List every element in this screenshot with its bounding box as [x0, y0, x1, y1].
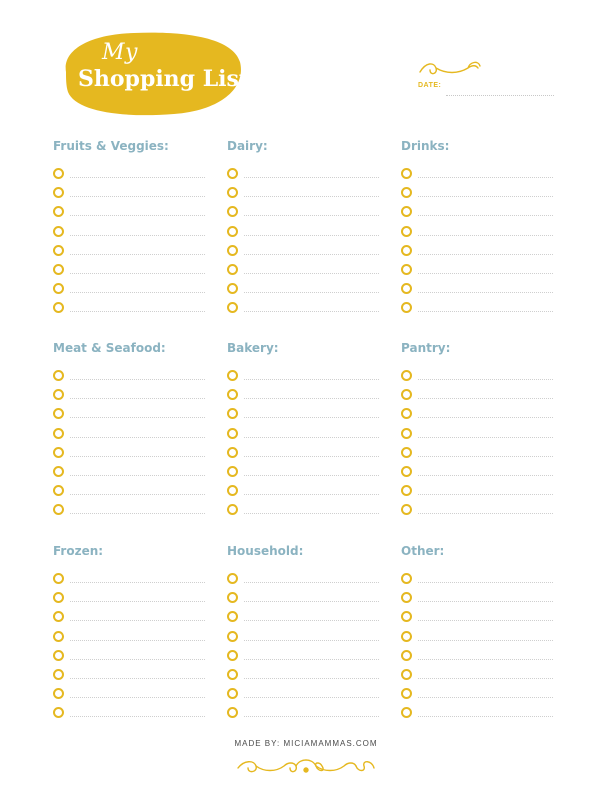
- checkbox-circle-icon[interactable]: [53, 688, 64, 699]
- list-item: [53, 202, 205, 221]
- item-entry-line[interactable]: [418, 659, 553, 660]
- item-entry-line[interactable]: [418, 379, 553, 380]
- section-title: Drinks:: [401, 139, 450, 153]
- list-item: [227, 366, 379, 385]
- list-item: [227, 298, 379, 317]
- list-item: [53, 627, 205, 646]
- item-entry-line[interactable]: [418, 475, 553, 476]
- item-entry-line[interactable]: [70, 273, 205, 274]
- list-item: [53, 462, 205, 481]
- list-item: [227, 627, 379, 646]
- item-entry-line[interactable]: [244, 379, 379, 380]
- checkbox-circle-icon[interactable]: [401, 669, 412, 680]
- list-item: [53, 241, 205, 260]
- item-entry-line[interactable]: [418, 716, 553, 717]
- checkbox-circle-icon[interactable]: [227, 707, 238, 718]
- list-item: [53, 646, 205, 665]
- item-entry-line[interactable]: [70, 659, 205, 660]
- item-entry-line[interactable]: [70, 716, 205, 717]
- list-item: [53, 222, 205, 241]
- list-item: [53, 404, 205, 423]
- checkbox-circle-icon[interactable]: [53, 264, 64, 275]
- item-entry-line[interactable]: [418, 582, 553, 583]
- checkbox-circle-icon[interactable]: [227, 447, 238, 458]
- item-entry-line[interactable]: [70, 620, 205, 621]
- item-entry-line[interactable]: [70, 678, 205, 679]
- checkbox-circle-icon[interactable]: [227, 611, 238, 622]
- list-item: [401, 684, 553, 703]
- checkbox-circle-icon[interactable]: [227, 168, 238, 179]
- list-item: [53, 366, 205, 385]
- list-item: [227, 385, 379, 404]
- list-item: [227, 684, 379, 703]
- list-item: [401, 462, 553, 481]
- list-item: [401, 298, 553, 317]
- section-title: Pantry:: [401, 341, 451, 355]
- flourish-icon: [418, 58, 482, 80]
- list-item: [53, 164, 205, 183]
- item-entry-line[interactable]: [70, 640, 205, 641]
- item-entry-line[interactable]: [70, 311, 205, 312]
- list-item: [53, 424, 205, 443]
- checkbox-circle-icon[interactable]: [53, 226, 64, 237]
- item-entry-line[interactable]: [244, 177, 379, 178]
- section-drinks: [401, 138, 553, 318]
- section-title: Meat & Seafood:: [53, 341, 166, 355]
- checkbox-circle-icon[interactable]: [227, 688, 238, 699]
- checkbox-circle-icon[interactable]: [227, 206, 238, 217]
- list-item: [227, 279, 379, 298]
- checkbox-circle-icon[interactable]: [227, 370, 238, 381]
- list-item: [53, 607, 205, 626]
- item-entry-line[interactable]: [70, 254, 205, 255]
- list-item: [227, 500, 379, 519]
- checkbox-circle-icon[interactable]: [227, 389, 238, 400]
- list-item: [401, 279, 553, 298]
- section-title: Fruits & Veggies:: [53, 139, 169, 153]
- footer-flourish-icon: [234, 754, 378, 780]
- checkbox-circle-icon[interactable]: [53, 389, 64, 400]
- list-item: [227, 646, 379, 665]
- item-entry-line[interactable]: [70, 196, 205, 197]
- checkbox-circle-icon[interactable]: [227, 428, 238, 439]
- item-entry-line[interactable]: [418, 697, 553, 698]
- list-item: [401, 404, 553, 423]
- list-item: [53, 703, 205, 722]
- checkbox-circle-icon[interactable]: [401, 168, 412, 179]
- list-item: [227, 481, 379, 500]
- checkbox-circle-icon[interactable]: [227, 187, 238, 198]
- item-entry-line[interactable]: [70, 697, 205, 698]
- item-entry-line[interactable]: [244, 716, 379, 717]
- checkbox-circle-icon[interactable]: [401, 264, 412, 275]
- checkbox-circle-icon[interactable]: [53, 206, 64, 217]
- section-fruits-veggies: [53, 138, 205, 318]
- item-entry-line[interactable]: [244, 254, 379, 255]
- date-field[interactable]: [446, 95, 554, 96]
- checkbox-circle-icon[interactable]: [53, 504, 64, 515]
- item-entry-line[interactable]: [418, 273, 553, 274]
- item-entry-line[interactable]: [244, 494, 379, 495]
- item-entry-line[interactable]: [418, 601, 553, 602]
- list-item: [227, 665, 379, 684]
- checkbox-circle-icon[interactable]: [227, 631, 238, 642]
- checkbox-circle-icon[interactable]: [227, 573, 238, 584]
- list-item: [53, 183, 205, 202]
- item-entry-line[interactable]: [244, 292, 379, 293]
- list-item: [227, 241, 379, 260]
- checkbox-circle-icon[interactable]: [53, 245, 64, 256]
- item-entry-line[interactable]: [418, 456, 553, 457]
- checkbox-circle-icon[interactable]: [227, 408, 238, 419]
- list-item: [401, 385, 553, 404]
- checkbox-circle-icon[interactable]: [401, 187, 412, 198]
- item-entry-line[interactable]: [244, 311, 379, 312]
- checkbox-circle-icon[interactable]: [227, 485, 238, 496]
- item-entry-line[interactable]: [418, 678, 553, 679]
- checkbox-circle-icon[interactable]: [53, 650, 64, 661]
- checkbox-circle-icon[interactable]: [53, 168, 64, 179]
- list-item: [53, 443, 205, 462]
- section-bakery: [227, 340, 379, 520]
- item-entry-line[interactable]: [418, 215, 553, 216]
- list-item: [401, 627, 553, 646]
- item-entry-line[interactable]: [70, 494, 205, 495]
- item-entry-line[interactable]: [70, 437, 205, 438]
- checkbox-circle-icon[interactable]: [53, 466, 64, 477]
- list-item: [401, 607, 553, 626]
- checkbox-circle-icon[interactable]: [53, 428, 64, 439]
- item-entry-line[interactable]: [418, 640, 553, 641]
- checkbox-circle-icon[interactable]: [53, 447, 64, 458]
- list-item: [53, 569, 205, 588]
- checkbox-circle-icon[interactable]: [401, 707, 412, 718]
- item-entry-line[interactable]: [418, 292, 553, 293]
- item-entry-line[interactable]: [70, 398, 205, 399]
- list-item: [227, 164, 379, 183]
- item-entry-line[interactable]: [244, 678, 379, 679]
- item-entry-line[interactable]: [244, 398, 379, 399]
- list-item: [401, 500, 553, 519]
- list-item: [401, 646, 553, 665]
- item-entry-line[interactable]: [418, 311, 553, 312]
- item-entry-line[interactable]: [244, 513, 379, 514]
- item-entry-line[interactable]: [244, 196, 379, 197]
- list-item: [53, 500, 205, 519]
- item-entry-line[interactable]: [418, 398, 553, 399]
- section-title: Household:: [227, 544, 304, 558]
- item-entry-line[interactable]: [244, 601, 379, 602]
- list-item: [227, 183, 379, 202]
- checkbox-circle-icon[interactable]: [227, 283, 238, 294]
- list-item: [227, 607, 379, 626]
- checkbox-circle-icon[interactable]: [401, 611, 412, 622]
- list-item: [401, 366, 553, 385]
- item-entry-line[interactable]: [70, 235, 205, 236]
- checkbox-circle-icon[interactable]: [227, 592, 238, 603]
- item-entry-line[interactable]: [418, 417, 553, 418]
- checkbox-circle-icon[interactable]: [53, 611, 64, 622]
- section-pantry: [401, 340, 553, 520]
- checkbox-circle-icon[interactable]: [227, 466, 238, 477]
- checkbox-circle-icon[interactable]: [401, 370, 412, 381]
- checkbox-circle-icon[interactable]: [401, 283, 412, 294]
- section-title: Bakery:: [227, 341, 279, 355]
- section-meat-seafood: [53, 340, 205, 520]
- list-item: [227, 703, 379, 722]
- checkbox-circle-icon[interactable]: [401, 466, 412, 477]
- item-entry-line[interactable]: [244, 456, 379, 457]
- item-entry-line[interactable]: [70, 417, 205, 418]
- checkbox-circle-icon[interactable]: [401, 408, 412, 419]
- item-entry-line[interactable]: [418, 177, 553, 178]
- section-dairy: [227, 138, 379, 318]
- item-entry-line[interactable]: [70, 601, 205, 602]
- item-entry-line[interactable]: [70, 215, 205, 216]
- list-item: [227, 462, 379, 481]
- checkbox-circle-icon[interactable]: [227, 669, 238, 680]
- item-entry-line[interactable]: [418, 513, 553, 514]
- list-item: [53, 588, 205, 607]
- item-entry-line[interactable]: [418, 437, 553, 438]
- checkbox-circle-icon[interactable]: [227, 226, 238, 237]
- item-entry-line[interactable]: [418, 235, 553, 236]
- item-entry-line[interactable]: [244, 475, 379, 476]
- checkbox-circle-icon[interactable]: [401, 302, 412, 313]
- item-entry-line[interactable]: [244, 620, 379, 621]
- item-entry-line[interactable]: [70, 379, 205, 380]
- list-item: [401, 588, 553, 607]
- list-item: [401, 241, 553, 260]
- list-item: [227, 260, 379, 279]
- section-other: [401, 543, 553, 723]
- title-my: My: [102, 40, 138, 65]
- list-item: [401, 569, 553, 588]
- item-entry-line[interactable]: [244, 215, 379, 216]
- list-item: [53, 481, 205, 500]
- item-entry-line[interactable]: [70, 456, 205, 457]
- date-label: DATE:: [418, 82, 442, 89]
- item-entry-line[interactable]: [418, 196, 553, 197]
- list-item: [227, 569, 379, 588]
- list-item: [53, 385, 205, 404]
- list-item: [227, 222, 379, 241]
- item-entry-line[interactable]: [70, 177, 205, 178]
- checkbox-circle-icon[interactable]: [227, 650, 238, 661]
- checkbox-circle-icon[interactable]: [53, 592, 64, 603]
- checkbox-circle-icon[interactable]: [401, 206, 412, 217]
- checkbox-circle-icon[interactable]: [401, 631, 412, 642]
- checkbox-circle-icon[interactable]: [227, 245, 238, 256]
- checkbox-circle-icon[interactable]: [53, 707, 64, 718]
- list-item: [227, 424, 379, 443]
- section-title: Other:: [401, 544, 445, 558]
- list-item: [401, 183, 553, 202]
- section-frozen: [53, 543, 205, 723]
- list-item: [227, 588, 379, 607]
- list-item: [401, 164, 553, 183]
- list-item: [227, 443, 379, 462]
- item-entry-line[interactable]: [244, 582, 379, 583]
- list-item: [53, 665, 205, 684]
- item-entry-line[interactable]: [244, 417, 379, 418]
- checkbox-circle-icon[interactable]: [53, 573, 64, 584]
- footer-credit: MADE BY: MICIAMAMMAS.COM: [234, 739, 378, 748]
- item-entry-line[interactable]: [244, 235, 379, 236]
- checkbox-circle-icon[interactable]: [227, 504, 238, 515]
- list-item: [53, 260, 205, 279]
- checkbox-circle-icon[interactable]: [401, 650, 412, 661]
- checkbox-circle-icon[interactable]: [401, 447, 412, 458]
- checkbox-circle-icon[interactable]: [53, 408, 64, 419]
- item-entry-line[interactable]: [244, 273, 379, 274]
- list-item: [53, 279, 205, 298]
- list-item: [401, 665, 553, 684]
- checkbox-circle-icon[interactable]: [53, 187, 64, 198]
- item-entry-line[interactable]: [418, 620, 553, 621]
- checkbox-circle-icon[interactable]: [401, 592, 412, 603]
- list-item: [227, 202, 379, 221]
- list-item: [401, 222, 553, 241]
- checkbox-circle-icon[interactable]: [53, 283, 64, 294]
- checkbox-circle-icon[interactable]: [401, 428, 412, 439]
- checkbox-circle-icon[interactable]: [53, 370, 64, 381]
- item-entry-line[interactable]: [70, 513, 205, 514]
- checkbox-circle-icon[interactable]: [53, 485, 64, 496]
- checkbox-circle-icon[interactable]: [401, 389, 412, 400]
- checkbox-circle-icon[interactable]: [401, 245, 412, 256]
- checkbox-circle-icon[interactable]: [53, 669, 64, 680]
- item-entry-line[interactable]: [244, 697, 379, 698]
- section-title: Dairy:: [227, 139, 268, 153]
- checkbox-circle-icon[interactable]: [401, 226, 412, 237]
- checkbox-circle-icon[interactable]: [401, 573, 412, 584]
- section-household: [227, 543, 379, 723]
- checkbox-circle-icon[interactable]: [401, 485, 412, 496]
- list-item: [401, 703, 553, 722]
- checkbox-circle-icon[interactable]: [53, 302, 64, 313]
- checkbox-circle-icon[interactable]: [401, 504, 412, 515]
- item-entry-line[interactable]: [70, 582, 205, 583]
- page-title: Shopping List: [78, 66, 250, 92]
- checkbox-circle-icon[interactable]: [227, 302, 238, 313]
- list-item: [401, 424, 553, 443]
- item-entry-line[interactable]: [244, 640, 379, 641]
- list-item: [401, 481, 553, 500]
- checkbox-circle-icon[interactable]: [227, 264, 238, 275]
- section-title: Frozen:: [53, 544, 104, 558]
- item-entry-line[interactable]: [418, 254, 553, 255]
- item-entry-line[interactable]: [244, 659, 379, 660]
- checkbox-circle-icon[interactable]: [53, 631, 64, 642]
- list-item: [401, 260, 553, 279]
- list-item: [227, 404, 379, 423]
- list-item: [53, 298, 205, 317]
- item-entry-line[interactable]: [418, 494, 553, 495]
- list-item: [401, 443, 553, 462]
- checkbox-circle-icon[interactable]: [401, 688, 412, 699]
- item-entry-line[interactable]: [244, 437, 379, 438]
- list-item: [53, 684, 205, 703]
- item-entry-line[interactable]: [70, 292, 205, 293]
- list-item: [401, 202, 553, 221]
- item-entry-line[interactable]: [70, 475, 205, 476]
